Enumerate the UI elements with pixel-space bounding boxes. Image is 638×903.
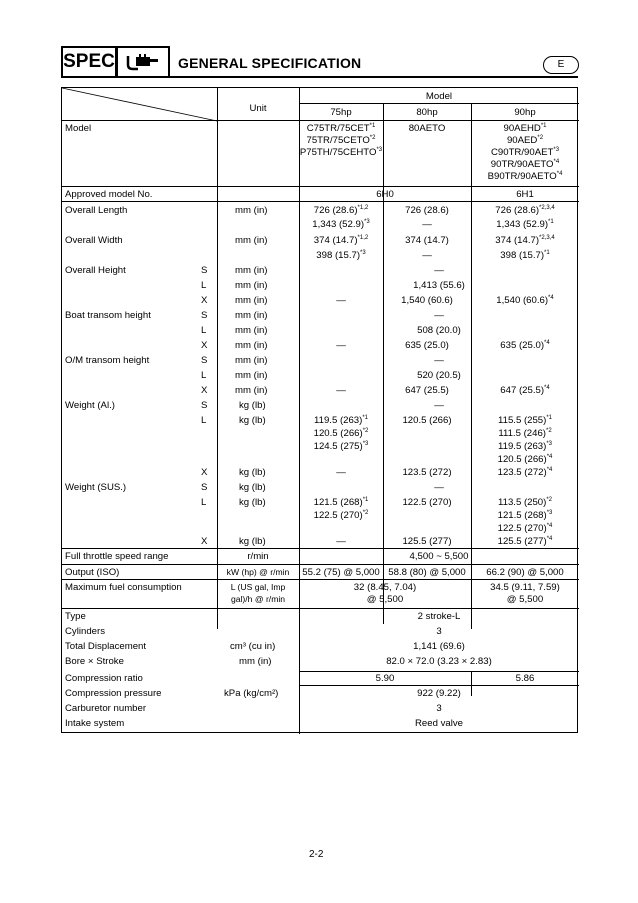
bt-unit-s: mm (in) bbox=[235, 310, 268, 321]
bt-x-90: 635 (25.0) bbox=[500, 340, 545, 351]
wal-l90-4-sup: *4 bbox=[546, 454, 553, 460]
row-label-intake: Intake system bbox=[65, 718, 125, 729]
wsus-l90-2-sup: *3 bbox=[546, 510, 553, 516]
row-line bbox=[62, 120, 579, 121]
ow-90-2-sup: *1 bbox=[544, 250, 550, 256]
wal-x75: — bbox=[336, 467, 346, 478]
wal-l90-3: 119.5 (263) bbox=[497, 441, 547, 452]
carburetor-value: 3 bbox=[436, 703, 442, 714]
wsus-l90-2: 121.5 (268) bbox=[497, 510, 547, 521]
ow-75-1: 374 (14.7) bbox=[313, 235, 358, 246]
wsus-l75-2-sup: *2 bbox=[362, 510, 369, 516]
row-label-displacement: Total Displacement bbox=[65, 641, 147, 652]
model-90-4-sup: *4 bbox=[553, 159, 560, 165]
head-model: Model bbox=[425, 91, 453, 102]
ol-90-2: 1,343 (52.9) bbox=[496, 219, 549, 230]
bore-value: 82.0 × 72.0 (3.23 × 2.83) bbox=[386, 656, 492, 667]
om-unit-s: mm (in) bbox=[235, 355, 268, 366]
oh-x-90: 1,540 (60.6) bbox=[496, 295, 549, 306]
row-label-om-transom: O/M transom height bbox=[65, 355, 150, 366]
om-x-90-sup: *4 bbox=[544, 385, 550, 391]
row-label-boat-transom: Boat transom height bbox=[65, 310, 151, 321]
wal-s-all: — bbox=[434, 400, 444, 411]
row-line bbox=[62, 579, 579, 580]
spec-table bbox=[61, 87, 578, 733]
oh-x-80: 1,540 (60.6) bbox=[401, 295, 453, 306]
model-90-3: C90TR/90AET bbox=[490, 147, 554, 158]
oh-x-90-sup: *4 bbox=[548, 295, 554, 301]
ow-90-1: 374 (14.7) bbox=[495, 235, 540, 246]
ow-80-1: 374 (14.7) bbox=[405, 235, 449, 246]
wsus-unit-l: kg (lb) bbox=[239, 497, 266, 508]
row-label-model: Model bbox=[65, 123, 92, 134]
model-75-2-sup: *2 bbox=[369, 135, 376, 141]
om-unit-l: mm (in) bbox=[235, 370, 268, 381]
om-unit-x: mm (in) bbox=[235, 385, 268, 396]
ow-80-2: — bbox=[422, 250, 432, 261]
wal-l75-3-sup: *3 bbox=[362, 441, 369, 447]
model-75-1-sup: *1 bbox=[369, 123, 376, 129]
page-title: GENERAL SPECIFICATION bbox=[178, 55, 362, 71]
ol-90-2-sup: *1 bbox=[548, 219, 554, 225]
fuel-75-80-1: 32 (8.45, 7.04) bbox=[353, 582, 417, 593]
bt-l-all: 508 (20.0) bbox=[417, 325, 461, 336]
bt-s: S bbox=[201, 310, 208, 321]
model-75-2: 75TR/75CETO bbox=[306, 135, 370, 146]
wsus-l75-2: 122.5 (270) bbox=[313, 510, 363, 521]
ow-90-2: 398 (15.7) bbox=[500, 250, 545, 261]
page-number: 2-2 bbox=[309, 849, 324, 860]
full-throttle-value: 4,500 ~ 5,500 bbox=[409, 551, 469, 562]
model-90-5-sup: *4 bbox=[556, 171, 563, 177]
unit-full-throttle: r/min bbox=[247, 551, 269, 562]
wal-l90-4: 120.5 (266) bbox=[497, 454, 547, 465]
engine-tool-icon bbox=[116, 46, 170, 78]
wal-x80: 123.5 (272) bbox=[402, 467, 452, 478]
head-unit: Unit bbox=[249, 103, 267, 114]
wal-l75-3: 124.5 (275) bbox=[313, 441, 363, 452]
wsus-l90-1-sup: *2 bbox=[546, 497, 553, 503]
ow-75-1-sup: *1,2 bbox=[357, 235, 369, 241]
ow-90-1-sup: *2,3,4 bbox=[539, 235, 555, 241]
unit-bore: mm (in) bbox=[239, 656, 272, 667]
approved-90: 6H1 bbox=[516, 189, 534, 200]
unit-overall-width: mm (in) bbox=[235, 235, 268, 246]
head-80hp: 80hp bbox=[416, 107, 438, 118]
oh-l-all: 1,413 (55.6) bbox=[413, 280, 465, 291]
wal-l75-1: 119.5 (263) bbox=[313, 415, 363, 426]
fuel-90-2: @ 5,500 bbox=[506, 594, 544, 605]
model-75-3: P75TH/75CEHTO bbox=[299, 147, 377, 158]
unit-displacement: cm³ (cu in) bbox=[230, 641, 276, 652]
compression-ratio-75-80: 5.90 bbox=[375, 673, 395, 684]
row-label-carburetor: Carburetor number bbox=[65, 703, 147, 714]
approved-75-80: 6H0 bbox=[376, 189, 394, 200]
output-75: 55.2 (75) @ 5,000 bbox=[302, 567, 380, 578]
row-label-overall-length: Overall Length bbox=[65, 205, 128, 216]
wsus-l75-1-sup: *1 bbox=[362, 497, 369, 503]
wal-l90-2: 111.5 (246) bbox=[498, 428, 546, 439]
oh-unit-x: mm (in) bbox=[235, 295, 268, 306]
wal-s: S bbox=[201, 400, 208, 411]
ol-80-1: 726 (28.6) bbox=[405, 205, 449, 216]
ol-75-2-sup: *3 bbox=[364, 219, 370, 225]
oh-s-all: — bbox=[434, 265, 444, 276]
model-80: 80AETO bbox=[408, 123, 446, 134]
head-75hp: 75hp bbox=[330, 107, 352, 118]
wsus-l90-1: 113.5 (250) bbox=[497, 497, 547, 508]
om-s-all: — bbox=[434, 355, 444, 366]
om-s: S bbox=[201, 355, 208, 366]
model-90-1: 90AEHD bbox=[503, 123, 541, 134]
col-divider-unit-right bbox=[299, 88, 300, 734]
model-90-5: B90TR/90AETO bbox=[487, 171, 557, 182]
wal-l90-1-sup: *1 bbox=[546, 415, 553, 421]
unit-output: kW (hp) @ r/min bbox=[226, 567, 290, 577]
wsus-s: S bbox=[201, 482, 208, 493]
displacement-value: 1,141 (69.6) bbox=[413, 641, 465, 652]
unit-compression-pressure: kPa (kg/cm²) bbox=[224, 688, 279, 699]
language-badge: E bbox=[543, 56, 579, 74]
row-label-bore: Bore × Stroke bbox=[65, 656, 124, 667]
wsus-l: L bbox=[201, 497, 207, 508]
model-90-4: 90TR/90AETO bbox=[490, 159, 554, 170]
om-x-75: — bbox=[336, 385, 346, 396]
wsus-x90-sup: *4 bbox=[546, 536, 553, 542]
model-90-2-sup: *2 bbox=[537, 135, 544, 141]
row-label-cylinders: Cylinders bbox=[65, 626, 105, 637]
wsus-x90: 125.5 (277) bbox=[497, 536, 547, 547]
unit-fuel-2: gal)/h @ r/min bbox=[230, 594, 286, 604]
row-label-output: Output (ISO) bbox=[65, 567, 120, 578]
bt-x-75: — bbox=[336, 340, 346, 351]
oh-l: L bbox=[201, 280, 207, 291]
wal-l90-1: 115.5 (255) bbox=[497, 415, 547, 426]
row-line bbox=[62, 608, 579, 609]
row-label-compression-pressure: Compression pressure bbox=[65, 688, 162, 699]
ol-90-1: 726 (28.6) bbox=[495, 205, 540, 216]
fuel-75-80-2: @ 5,500 bbox=[366, 594, 404, 605]
spec-label: SPEC bbox=[61, 46, 117, 78]
wsus-unit-x: kg (lb) bbox=[239, 536, 266, 547]
row-label-overall-width: Overall Width bbox=[65, 235, 123, 246]
wal-x90-sup: *4 bbox=[546, 467, 553, 473]
wsus-l75-1: 121.5 (268) bbox=[313, 497, 363, 508]
model-75-3-sup: *3 bbox=[376, 147, 383, 153]
wal-x: X bbox=[201, 467, 208, 478]
output-90: 66.2 (90) @ 5,000 bbox=[486, 567, 564, 578]
wal-l: L bbox=[201, 415, 207, 426]
om-x-80: 647 (25.5) bbox=[405, 385, 449, 396]
oh-x: X bbox=[201, 295, 208, 306]
head-90hp: 90hp bbox=[514, 107, 536, 118]
om-l: L bbox=[201, 370, 207, 381]
wsus-l90-3-sup: *4 bbox=[546, 523, 553, 529]
row-line bbox=[299, 103, 579, 104]
row-line bbox=[299, 671, 579, 672]
wal-l80: 120.5 (266) bbox=[402, 415, 452, 426]
cylinders-value: 3 bbox=[436, 626, 442, 637]
row-label-type: Type bbox=[65, 611, 86, 622]
wal-l90-2-sup: *2 bbox=[545, 428, 552, 434]
row-line bbox=[299, 685, 579, 686]
row-label-weight-sus: Weight (SUS.) bbox=[65, 482, 127, 493]
bt-x-90-sup: *4 bbox=[544, 340, 550, 346]
row-line bbox=[62, 548, 579, 549]
bt-unit-x: mm (in) bbox=[235, 340, 268, 351]
row-label-compression-ratio: Compression ratio bbox=[65, 673, 143, 684]
oh-unit-s: mm (in) bbox=[235, 265, 268, 276]
intake-value: Reed valve bbox=[415, 718, 463, 729]
wsus-l80: 122.5 (270) bbox=[402, 497, 452, 508]
om-x: X bbox=[201, 385, 208, 396]
row-label-fuel: Maximum fuel consumption bbox=[65, 582, 182, 593]
page-header bbox=[61, 46, 578, 76]
bt-s-all: — bbox=[434, 310, 444, 321]
output-80: 58.8 (80) @ 5,000 bbox=[388, 567, 466, 578]
wsus-x: X bbox=[201, 536, 208, 547]
bt-x: X bbox=[201, 340, 208, 351]
model-90-2: 90AED bbox=[506, 135, 538, 146]
row-label-weight-al: Weight (Al.) bbox=[65, 400, 115, 411]
oh-s: S bbox=[201, 265, 208, 276]
row-line bbox=[62, 186, 579, 187]
om-x-90: 647 (25.5) bbox=[500, 385, 545, 396]
ol-90-1-sup: *2,3,4 bbox=[539, 205, 555, 211]
wal-l90-3-sup: *3 bbox=[546, 441, 553, 447]
ol-75-1: 726 (28.6) bbox=[313, 205, 358, 216]
wsus-s-all: — bbox=[434, 482, 444, 493]
ol-80-2: — bbox=[422, 219, 432, 230]
row-line bbox=[62, 201, 579, 202]
unit-fuel-1: L (US gal, Imp bbox=[230, 582, 286, 592]
row-label-overall-height: Overall Height bbox=[65, 265, 126, 276]
row-label-approved: Approved model No. bbox=[65, 189, 153, 200]
wal-l75-2: 120.5 (266) bbox=[313, 428, 363, 439]
unit-overall-length: mm (in) bbox=[235, 205, 268, 216]
ow-75-2: 398 (15.7) bbox=[316, 250, 361, 261]
wal-unit-l: kg (lb) bbox=[239, 415, 266, 426]
model-75-1: C75TR/75CET bbox=[306, 123, 370, 134]
wal-x90: 123.5 (272) bbox=[497, 467, 547, 478]
wsus-x80: 125.5 (277) bbox=[402, 536, 452, 547]
model-90-3-sup: *3 bbox=[553, 147, 560, 153]
wsus-x75: — bbox=[336, 536, 346, 547]
row-line bbox=[62, 564, 579, 565]
fuel-90-1: 34.5 (9.11, 7.59) bbox=[490, 582, 560, 593]
compression-pressure-value: 922 (9.22) bbox=[417, 688, 461, 699]
wsus-l90-3: 122.5 (270) bbox=[497, 523, 547, 534]
model-90-1-sup: *1 bbox=[540, 123, 547, 129]
ow-75-2-sup: *3 bbox=[360, 250, 366, 256]
ol-75-1-sup: *1,2 bbox=[357, 205, 369, 211]
wal-l75-2-sup: *2 bbox=[362, 428, 369, 434]
bt-l: L bbox=[201, 325, 207, 336]
wal-unit-s: kg (lb) bbox=[239, 400, 266, 411]
type-value: 2 stroke-L bbox=[417, 611, 461, 622]
ol-75-2: 1,343 (52.9) bbox=[312, 219, 365, 230]
bt-x-80: 635 (25.0) bbox=[405, 340, 449, 351]
oh-unit-l: mm (in) bbox=[235, 280, 268, 291]
bt-unit-l: mm (in) bbox=[235, 325, 268, 336]
header-rule bbox=[61, 76, 578, 78]
compression-ratio-90: 5.86 bbox=[515, 673, 535, 684]
oh-x-75: — bbox=[336, 295, 346, 306]
om-l-all: 520 (20.5) bbox=[417, 370, 461, 381]
row-label-full-throttle: Full throttle speed range bbox=[65, 551, 169, 562]
wsus-unit-s: kg (lb) bbox=[239, 482, 266, 493]
wal-l75-1-sup: *1 bbox=[362, 415, 369, 421]
wal-unit-x: kg (lb) bbox=[239, 467, 266, 478]
